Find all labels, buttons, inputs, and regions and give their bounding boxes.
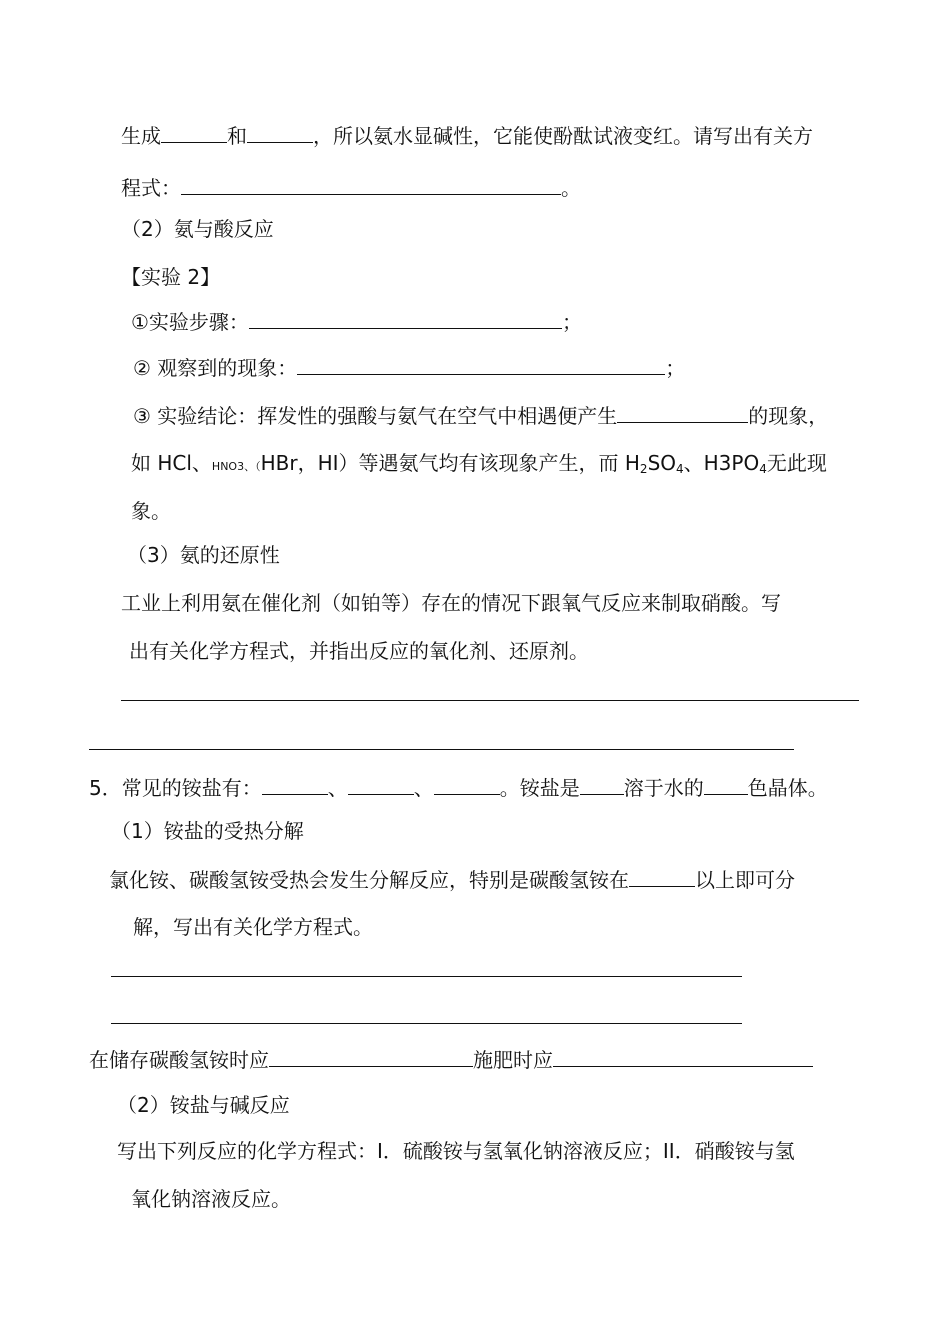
blank-phenomenon[interactable] (617, 400, 748, 423)
text-line-steps (131, 306, 582, 337)
experiment-heading: 【实验 2】 (121, 265, 221, 289)
text-segment: SO (647, 451, 676, 475)
blank-fertilizing[interactable] (553, 1044, 813, 1067)
blank-steps[interactable] (249, 306, 562, 329)
section-heading-decomposition: （1）铵盐的受热分解 (111, 819, 304, 843)
answer-line[interactable] (121, 700, 859, 701)
text-segment: 。铵盐是 (499, 776, 580, 800)
text-segment: ② 观察到的现象： (133, 356, 298, 380)
text-line-12: 出有关化学方程式，并指出反应的氧化剂、还原剂。 (129, 639, 589, 663)
text-line-19: 写出下列反应的化学方程式：I．硫酸铵与氢氧化钠溶液反应；II．硝酸铵与氢 (117, 1139, 795, 1163)
blank-salt-3[interactable] (434, 772, 500, 795)
subscript: 4 (676, 462, 684, 476)
text-segment: 程式： (121, 176, 181, 200)
text-line-storage (89, 1044, 813, 1075)
blank-color[interactable] (704, 772, 748, 795)
text-segment: 色晶体。 (747, 776, 828, 800)
subscript: 2 (639, 462, 648, 476)
text-line-11: 工业上利用氨在催化剂（如铂等）存在的情况下跟氧气反应来制取硝酸。写 (121, 591, 781, 615)
text-segment: 生成 (121, 124, 161, 148)
text-segment: ，所以氨水显碱性，它能使酚酞试液变红。请写出有关方 (313, 124, 813, 148)
text-segment: ③ 实验结论：挥发性的强酸与氨气在空气中相遇便产生 (133, 404, 618, 428)
text-line-conclusion (133, 400, 828, 431)
blank-storage[interactable] (269, 1044, 473, 1067)
text-line-observation (133, 352, 685, 383)
section-heading-base: （2）铵盐与碱反应 (117, 1093, 290, 1117)
text-segment: HBr，HI）等遇氨气均有该现象产生，而 H (260, 451, 640, 475)
text-segment: ； (561, 310, 582, 334)
question-5-line (89, 772, 828, 803)
text-segment: 氯化铵、碳酸氢铵受热会发生分解反应，特别是碳酸氢铵在 (109, 868, 629, 892)
subscript: 4 (759, 462, 767, 476)
section-heading-reducing: （3）氨的还原性 (127, 543, 280, 567)
answer-line[interactable] (111, 1023, 742, 1024)
blank-product-1[interactable] (161, 120, 227, 143)
text-segment: 无此现 (766, 451, 827, 475)
text-line-15 (109, 864, 795, 895)
text-segment: 、 (327, 776, 348, 800)
blank-equation[interactable] (181, 172, 561, 195)
text-segment: 如 HCl、 (131, 451, 212, 475)
text-segment-small: HNO3、（ (211, 460, 261, 473)
text-segment: 以上即可分 (695, 868, 795, 892)
text-segment: 、 (413, 776, 434, 800)
text-segment: 溶于水的 (623, 776, 704, 800)
section-heading-acid: （2）氨与酸反应 (121, 217, 274, 241)
answer-line[interactable] (111, 976, 742, 977)
text-line-acids (131, 448, 827, 482)
text-line-1 (121, 120, 813, 151)
blank-salt-1[interactable] (262, 772, 328, 795)
blank-product-2[interactable] (247, 120, 313, 143)
text-segment: ①实验步骤： (131, 310, 249, 334)
text-segment: 。 (561, 176, 581, 200)
text-segment: 的现象， (748, 404, 829, 428)
text-line-16: 解，写出有关化学方程式。 (133, 915, 373, 939)
text-segment: 在储存碳酸氢铵时应 (89, 1048, 269, 1072)
blank-salt-2[interactable] (348, 772, 414, 795)
blank-observation[interactable] (297, 352, 665, 375)
text-segment: 和 (227, 124, 247, 148)
blank-temperature[interactable] (629, 864, 695, 887)
blank-solubility[interactable] (580, 772, 624, 795)
text-segment: 施肥时应 (473, 1048, 553, 1072)
text-segment: 5．常见的铵盐有： (89, 776, 262, 800)
text-line-9: 象。 (131, 499, 171, 523)
answer-line[interactable] (89, 749, 794, 750)
text-line-20: 氧化钠溶液反应。 (131, 1187, 291, 1211)
text-segment: ； (665, 356, 686, 380)
text-line-2 (121, 172, 581, 203)
text-segment: 、H3PO (683, 451, 760, 475)
